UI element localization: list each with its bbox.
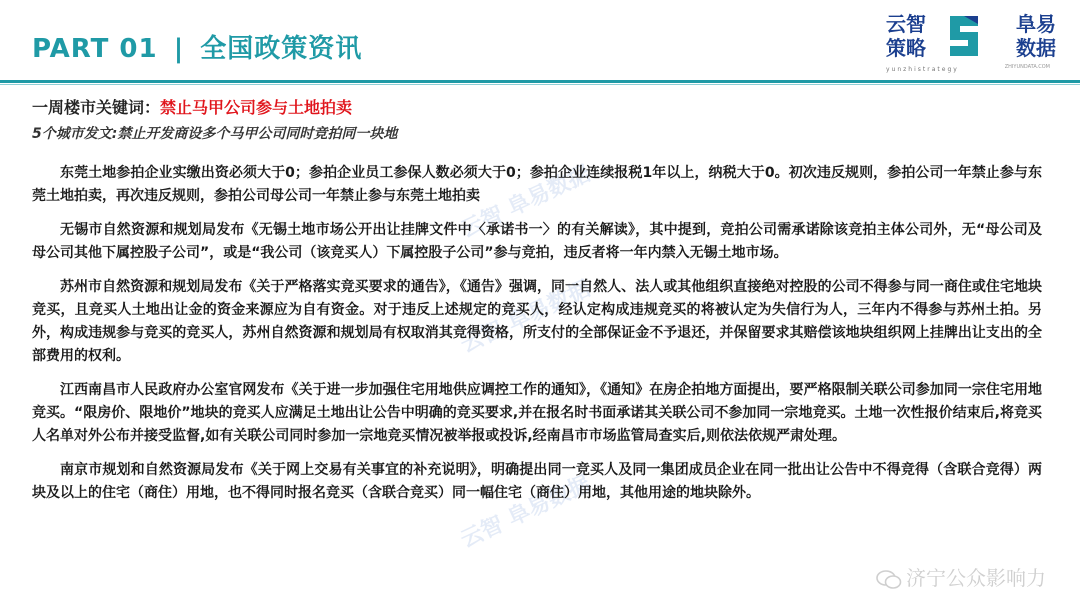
logo-left-subtitle: yunzhistrategy bbox=[886, 66, 959, 73]
weekly-keyword bbox=[32, 96, 1042, 120]
title-separator: | bbox=[173, 34, 185, 64]
slide-header bbox=[0, 0, 1080, 90]
subheading: 5个城市发文:禁止开发商设多个马甲公司同时竞拍同一块地 bbox=[32, 126, 398, 142]
logo-right-text: 阜易 数据 bbox=[1016, 12, 1056, 60]
page-title bbox=[32, 28, 362, 65]
paragraph-nanchang: 江西南昌市人民政府办公室官网发布《关于进一步加强住宅用地供应调控工作的通知》，《通知》在房企拍地方面提出，要严格限制关联公司参加同一宗住宅用地竞买。“限房价、限地价”地块的竞买人应满足土地出让公告中明确的竞买要求,并在报名时书面承诺其关联公司不参加同一宗地竞买。土地一次性报价结束后,将竞买人名单对外公布并接受监督,如有关联公司同时参加一宗地竞买情况被举报或投诉,经南昌市市场监管局查实后,则依法依规严肃处理。 bbox=[32, 382, 1042, 444]
logo-right-subtitle: ZHIYUNDATA.COM bbox=[1004, 64, 1050, 70]
background-watermark-logo: 云智 阜易数据 bbox=[457, 471, 595, 554]
section-title: 全国政策资讯 bbox=[200, 34, 363, 64]
logo-left-text: 云智 策略 bbox=[886, 12, 926, 60]
wechat-account-name: 济宁公众影响力 bbox=[906, 566, 1046, 590]
background-watermark-logo: 云智 阜易数据 bbox=[457, 161, 595, 244]
paragraph-wuxi: 无锡市自然资源和规划局发布《无锡土地市场公开出让挂牌文件中〈承诺书一〉的有关解读》，其中提到，竞拍公司需承诺除该竞拍主体公司外，无“母公司及母公司其他下属控股子公司”，或是“我公司（该竞买人）下属控股子公司”参与竞拍，违反者将一年内禁入无锡土地市场。 bbox=[32, 222, 1042, 261]
slide-content bbox=[32, 96, 1042, 505]
paragraph-dongguan: 东莞土地参拍企业实缴出资必须大于0；参拍企业员工参保人数必须大于0；参拍企业连续报税1年以上，纳税大于0。初次违反规则，参拍公司一年禁止参与东莞土地拍卖，再次违反规则，参拍公司母公司一年禁止参与东莞土地拍卖 bbox=[32, 165, 1042, 204]
background-watermark-logo: 云智 阜易数据 bbox=[457, 276, 595, 359]
paragraph-suzhou: 苏州市自然资源和规划局发布《关于严格落实竞买要求的通告》，《通告》强调，同一自然人、法人或其他组织直接绝对控股的公司不得参与同一商住或住宅地块竞买，且竞买人土地出让金的资金来源应为自有资金。对于违反上述规定的竞买人，经认定构成违规竞买的将被认定为失信行为人，三年内不得参与苏州土拍。另外，构成违规参与竞买的竞买人，苏州自然资源和规划局有权取消其竞得资格，所支付的全部保证金不予退还，并保留要求其赔偿该地块组织网上挂牌出让支出的全部费用的权利。 bbox=[32, 279, 1042, 364]
keyword-label: 一周楼市关键词： bbox=[32, 98, 161, 117]
wechat-icon bbox=[876, 570, 902, 590]
wechat-watermark bbox=[876, 562, 1046, 591]
paragraph-nanjing: 南京市规划和自然资源局发布《关于网上交易有关事宜的补充说明》，明确提出同一竞买人及同一集团成员企业在同一批出让公告中不得竞得（含联合竞得）两块及以上的住宅（商住）用地，也不得同时报名竞买（含联合竞买）同一幅住宅（商住）用地，其他用途的地块除外。 bbox=[32, 462, 1042, 501]
keyword-highlight: 禁止马甲公司参与土地拍卖 bbox=[160, 98, 353, 117]
header-divider bbox=[0, 80, 1080, 83]
header-divider-thin bbox=[0, 84, 1080, 85]
part-label: PART 01 bbox=[32, 34, 158, 64]
brand-logo bbox=[886, 8, 1056, 72]
logo-mark-icon bbox=[944, 12, 984, 60]
